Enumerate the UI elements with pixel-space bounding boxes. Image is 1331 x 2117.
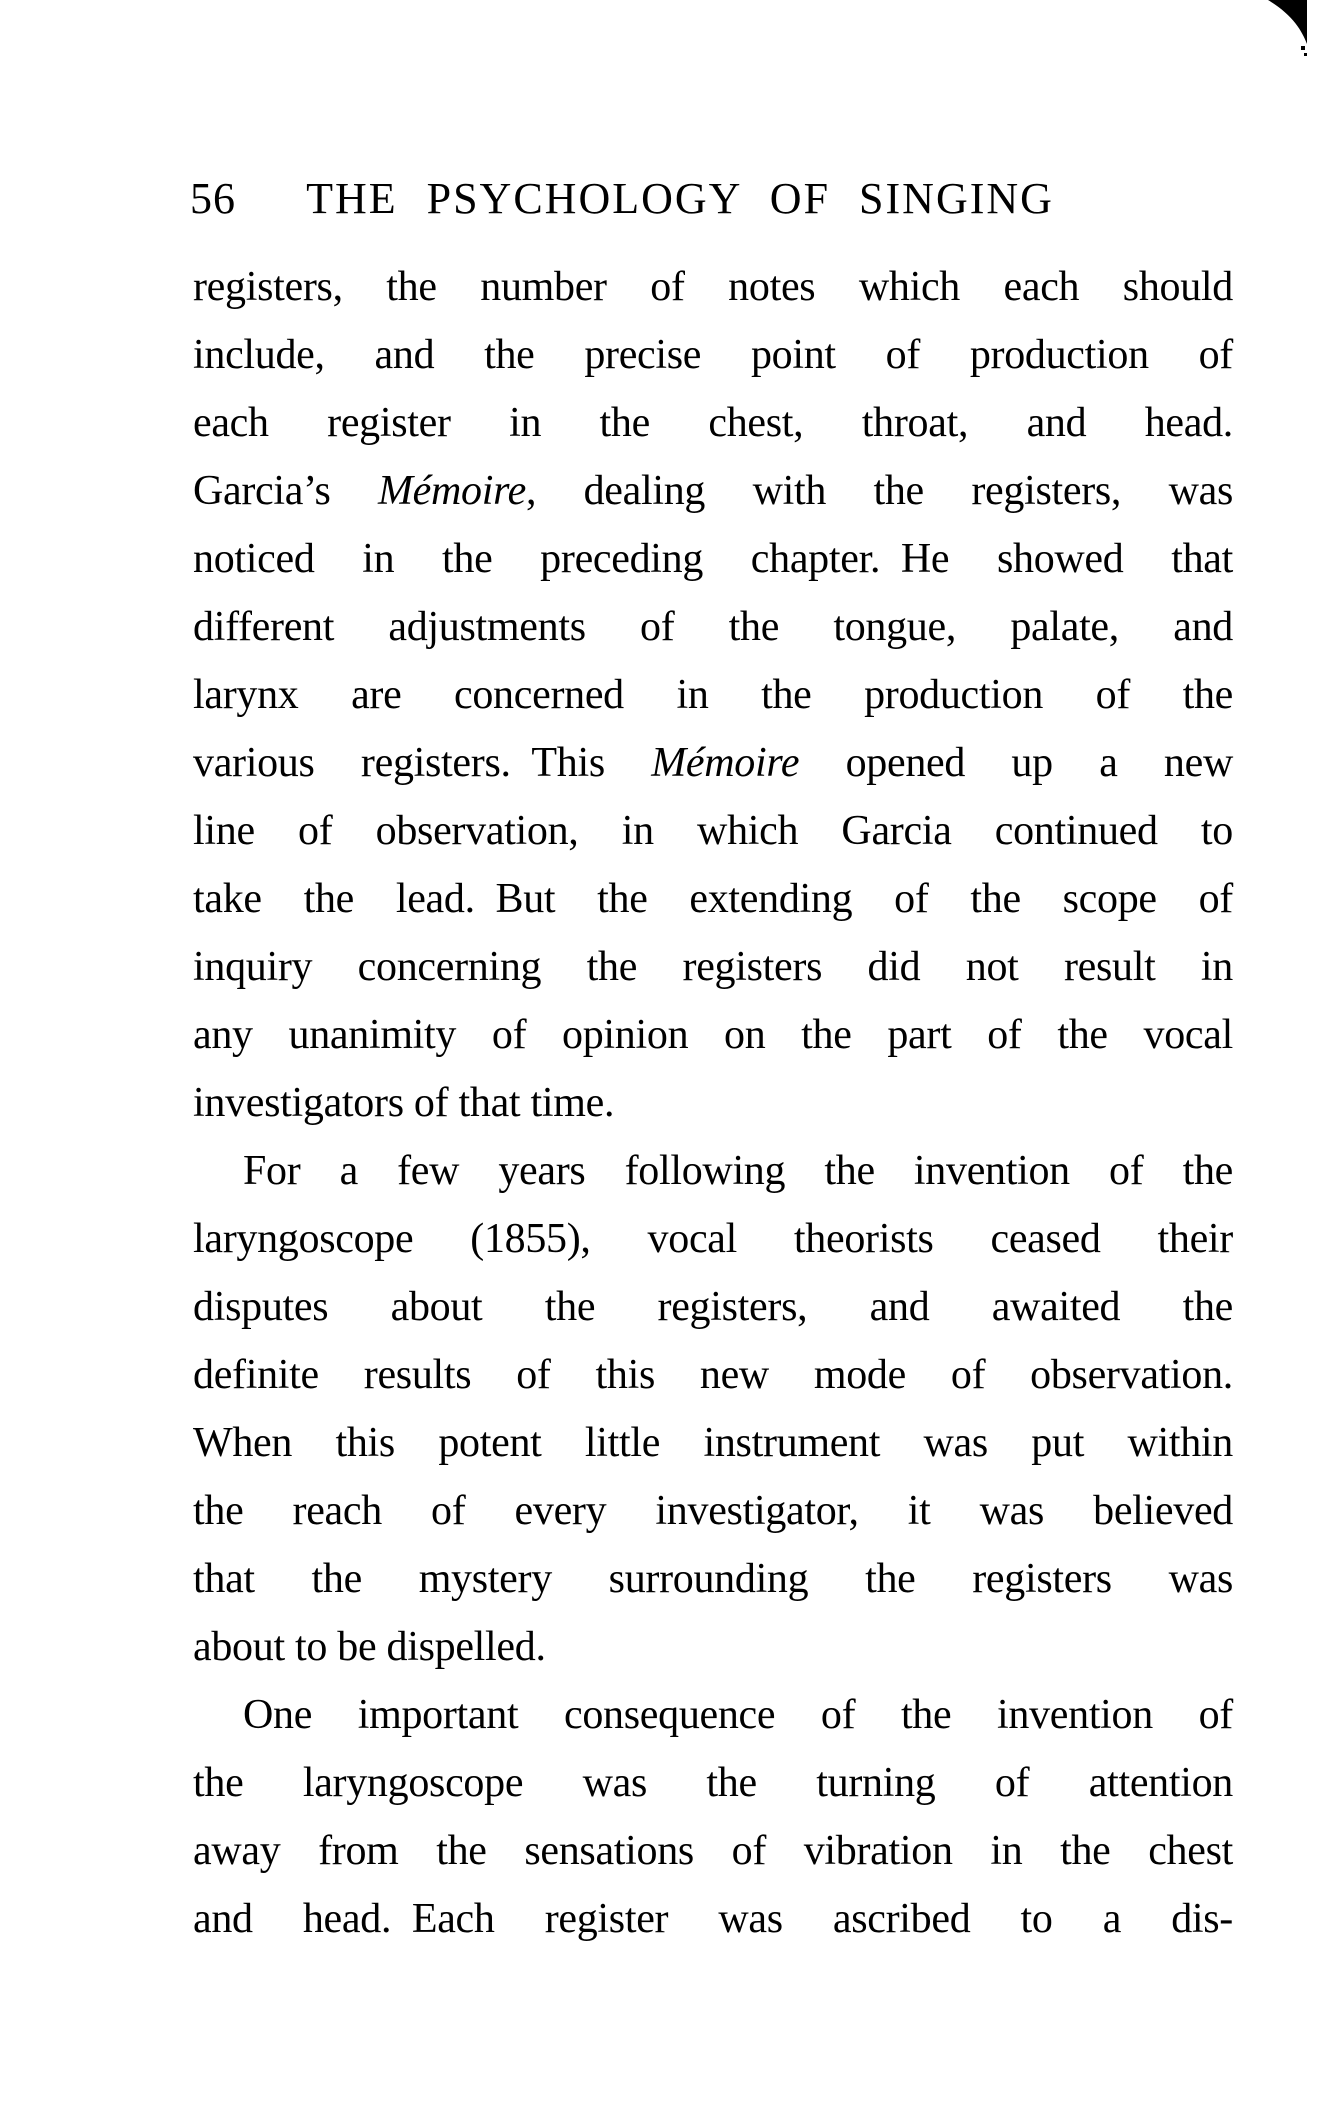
text-line [193,1817,1233,1885]
text-line [193,1613,1233,1681]
text-line [193,1001,1233,1069]
text-segment: Garcia’s [193,468,378,514]
text-segment: disputes about the registers, and awaited the [193,1284,1233,1330]
text-segment: One important consequence of the invention of [243,1692,1233,1738]
text-line [193,1409,1233,1477]
text-line [193,797,1233,865]
text-line [193,253,1233,321]
text-line [193,1137,1233,1205]
text-segment: definite results of this new mode of observation. [193,1352,1233,1398]
text-line [193,729,1233,797]
text-segment: various registers. This [193,740,652,786]
text-line [193,1885,1233,1953]
text-segment: that the mystery surrounding the registers was [193,1556,1233,1602]
text-line [193,525,1233,593]
text-segment: different adjustments of the tongue, palate, and [193,604,1233,650]
text-line [193,321,1233,389]
text-segment: the reach of every investigator, it was believed [193,1488,1233,1534]
text-segment: For a few years following the invention of the [243,1148,1233,1194]
text-line [193,593,1233,661]
text-segment: line of observation, in which Garcia continued to [193,808,1233,854]
text-segment: investigators of that time. [193,1080,615,1126]
text-segment: include, and the precise point of production of [193,332,1233,378]
page-corner-fold-artifact [1267,0,1331,60]
text-line [193,457,1233,525]
text-segment: each register in the chest, throat, and head. [193,400,1233,446]
text-line [193,865,1233,933]
running-header [0,176,1331,222]
page-number: 56 [190,174,236,223]
text-segment: laryngoscope (1855), vocal theorists ceased their [193,1216,1233,1262]
text-line [193,389,1233,457]
text-line [193,933,1233,1001]
text-segment: the laryngoscope was the turning of attention [193,1760,1233,1806]
text-line [193,1205,1233,1273]
text-line [193,1545,1233,1613]
text-segment: , dealing with the registers, was [525,468,1233,514]
text-line [193,1341,1233,1409]
text-segment: registers, the number of notes which each should [193,264,1233,310]
text-segment: inquiry concerning the registers did not result in [193,944,1233,990]
text-line [193,1069,1233,1137]
italic-text: Mémoire [377,468,526,514]
text-line [193,1273,1233,1341]
text-line [193,1749,1233,1817]
page-text [193,253,1233,1953]
text-line [193,661,1233,729]
text-segment: about to be dispelled. [193,1624,546,1670]
text-line [193,1681,1233,1749]
text-segment: opened up a new [799,740,1233,786]
text-segment: larynx are concerned in the production of the [193,672,1233,718]
text-segment: take the lead. But the extending of the scope of [193,876,1233,922]
italic-text: Mémoire [651,740,800,786]
header-title: THE PSYCHOLOGY OF SINGING [306,174,1054,223]
text-line [193,1477,1233,1545]
text-segment: and head. Each register was ascribed to a dis- [193,1896,1233,1942]
text-segment: any unanimity of opinion on the part of the vocal [193,1012,1233,1058]
text-segment: noticed in the preceding chapter. He showed that [193,536,1233,582]
text-segment: away from the sensations of vibration in the chest [193,1828,1233,1874]
text-segment: When this potent little instrument was put within [193,1420,1233,1466]
